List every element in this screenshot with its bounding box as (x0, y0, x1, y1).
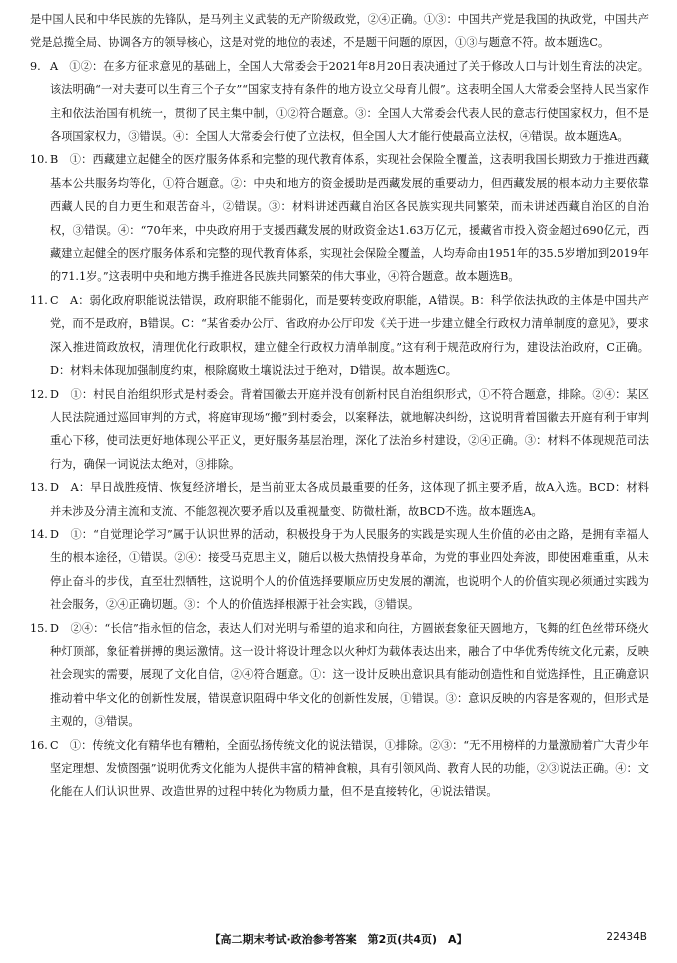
item-number: 12. (30, 387, 48, 401)
item-text: D A：早日战胜疫情、恢复经济增长，是当前亚太各成员最重要的任务，这体现了抓主要矛盾，故A入选。BCD：材料并未涉及分清主流和支流、不能忽视次要矛盾以及重视量变、防微杜渐，故BCD不选。故本题选A。 (50, 481, 649, 518)
intro-paragraph: 是中国人民和中华民族的先锋队，是马列主义武装的无产阶级政党，②④正确。①③：中国共产党是我国的执政党，中国共产党是总揽全局、协调各方的领导核心，这是对党的地位的表述，不是题干问题的原因，①③与题意不符。故本题选C。 (30, 13, 649, 50)
item-number: 10. (30, 153, 48, 167)
item-number: 9. (30, 59, 41, 73)
answer-item-15 (30, 617, 649, 734)
answer-item-10 (30, 148, 649, 288)
item-text: B ①：西藏建立起健全的医疗服务体系和完整的现代教育体系，实现社会保险全覆盖，这表明我国长期致力于推进西藏基本公共服务均等化，①符合题意。②：中央和地方的资金援助是西藏发展的重要动力，但西藏发展的根本动力主要依靠西藏人民的自力更生和艰苦奋斗，②错误。③：材料讲述西藏自治区各民族实现共同繁荣，而未讲述西藏自治区的自治权，③错误。④：“70年来，中央政府用于支援西藏发展的财政资金达1.63万亿元，援藏省市投入资金超过690亿元，西藏建立起健全的医疗服务体系和完整的现代教育体系，实现社会保险全覆盖，人均寿命由1951年的35.5岁增加到2019年的71.1岁。”这表明中央和地方携手推进各民族共同繁荣的伟大事业，④符合题意。故本题选B。 (50, 153, 649, 284)
item-number: 13. (30, 481, 48, 495)
item-number: 11. (30, 293, 48, 307)
item-text: D ①：“自觉理论学习”属于认识世界的活动，积极投身于为人民服务的实践是实现人生价值的必由之路，是拥有幸福人生的根本途径，①错误。②④：接受马克思主义，随后以极大热情投身革命，为党的事业四处奔波，即使困难重重，从未停止奋斗的步伐，直至壮烈牺牲，这说明个人的价值选择要顺应历史发展的潮流，也说明个人的价值实现必须通过实践为社会服务，②④正确切题。③：个人的价值选择根源于社会实践，③错误。 (50, 527, 649, 612)
item-text: D ①：村民自治组织形式是村委会。背着国徽去开庭并没有创新村民自治组织形式，①不符合题意，排除。②④：某区人民法院通过巡回审判的方式，将庭审现场“搬”到村委会，以案释法，就地解决纠纷，这说明背着国徽去开庭有利于审判重心下移，使司法更好地体现公平正义，更好服务基层治理，深化了法治乡村建设，②④正确。③：材料不体现规范司法行为，确保一词说法太绝对，③排除。 (50, 387, 649, 471)
footer-title: 【高二期末考试·政治参考答案 第2页(共4页) A】 (209, 933, 468, 946)
item-number: 14. (30, 527, 48, 541)
page-footer (0, 931, 677, 951)
item-number: 15. (30, 621, 48, 635)
answer-item-12 (30, 383, 649, 477)
answer-item-14 (30, 523, 649, 617)
item-text: D ②④：“长信”指永恒的信念，表达人们对光明与希望的追求和向往，方圆嵌套象征天圆地方，飞舞的红色丝带环绕火种灯顶部，象征着拼搏的奥运激情。这一设计将设计理念以火种灯为载体表达出来，融合了中华优秀传统文化元素，反映社会现实的需要，展现了文化自信，②④符合题意。①：这一设计反映出意识具有能动创造性和自觉选择性，且正确意识推动着中华文化的创新性发展，错误意识阻碍中华文化的创新性发展，①错误。③：意识反映的内容是客观的，但形式是主观的，③错误。 (50, 621, 649, 729)
item-number: 16. (30, 738, 48, 752)
item-text: A ①②：在多方征求意见的基础上，全国人大常委会于2021年8月20日表决通过了关于修改人口与计划生育法的决定。该法明确“一对夫妻可以生育三个子女”“国家支持有条件的地方设立父母育儿假”。这表明全国人大常委会坚持人民当家作主和依法治国有机统一，贯彻了民主集中制，①②符合题意。③：全国人大常委会代表人民的意志行使国家权力，但不是各项国家权力，③错误。④：全国人大常委会行使了立法权，但全国人大才能行使最高立法权，④错误。故本题选A。 (50, 59, 649, 144)
answer-item-16 (30, 734, 649, 804)
answer-item-11 (30, 289, 649, 383)
footer-code: 22434B (606, 931, 647, 943)
item-text: C A：弱化政府职能说法错误，政府职能不能弱化，而是要转变政府职能，A错误。B：科学依法执政的主体是中国共产党，而不是政府，B错误。C：“某省委办公厅、省政府办公厅印发《关于进一步建立健全行政权力清单制度的意见》，要求深入推进简政放权，清理优化行政职权，建立健全行政权力清单制度。”这有利于规范政府行为，建设法治政府，C正确。D：材料未体现加强制度约束，根除腐败土壤说法过于绝对，D错误。故本题选C。 (50, 293, 649, 378)
answer-item-13 (30, 476, 649, 523)
item-text: C ①：传统文化有精华也有糟粕，全面弘扬传统文化的说法错误，①排除。②③：“无不用榜样的力量激励着广大青少年坚定理想、发愤图强”说明优秀文化能为人提供丰富的精神食粮，具有引领风尚、教育人民的功能，②③说法正确。④：文化能在人们认识世界、改造世界的过程中转化为物质力量，但不是直接转化，④说法错误。 (50, 738, 649, 799)
answer-item-9 (30, 55, 649, 149)
